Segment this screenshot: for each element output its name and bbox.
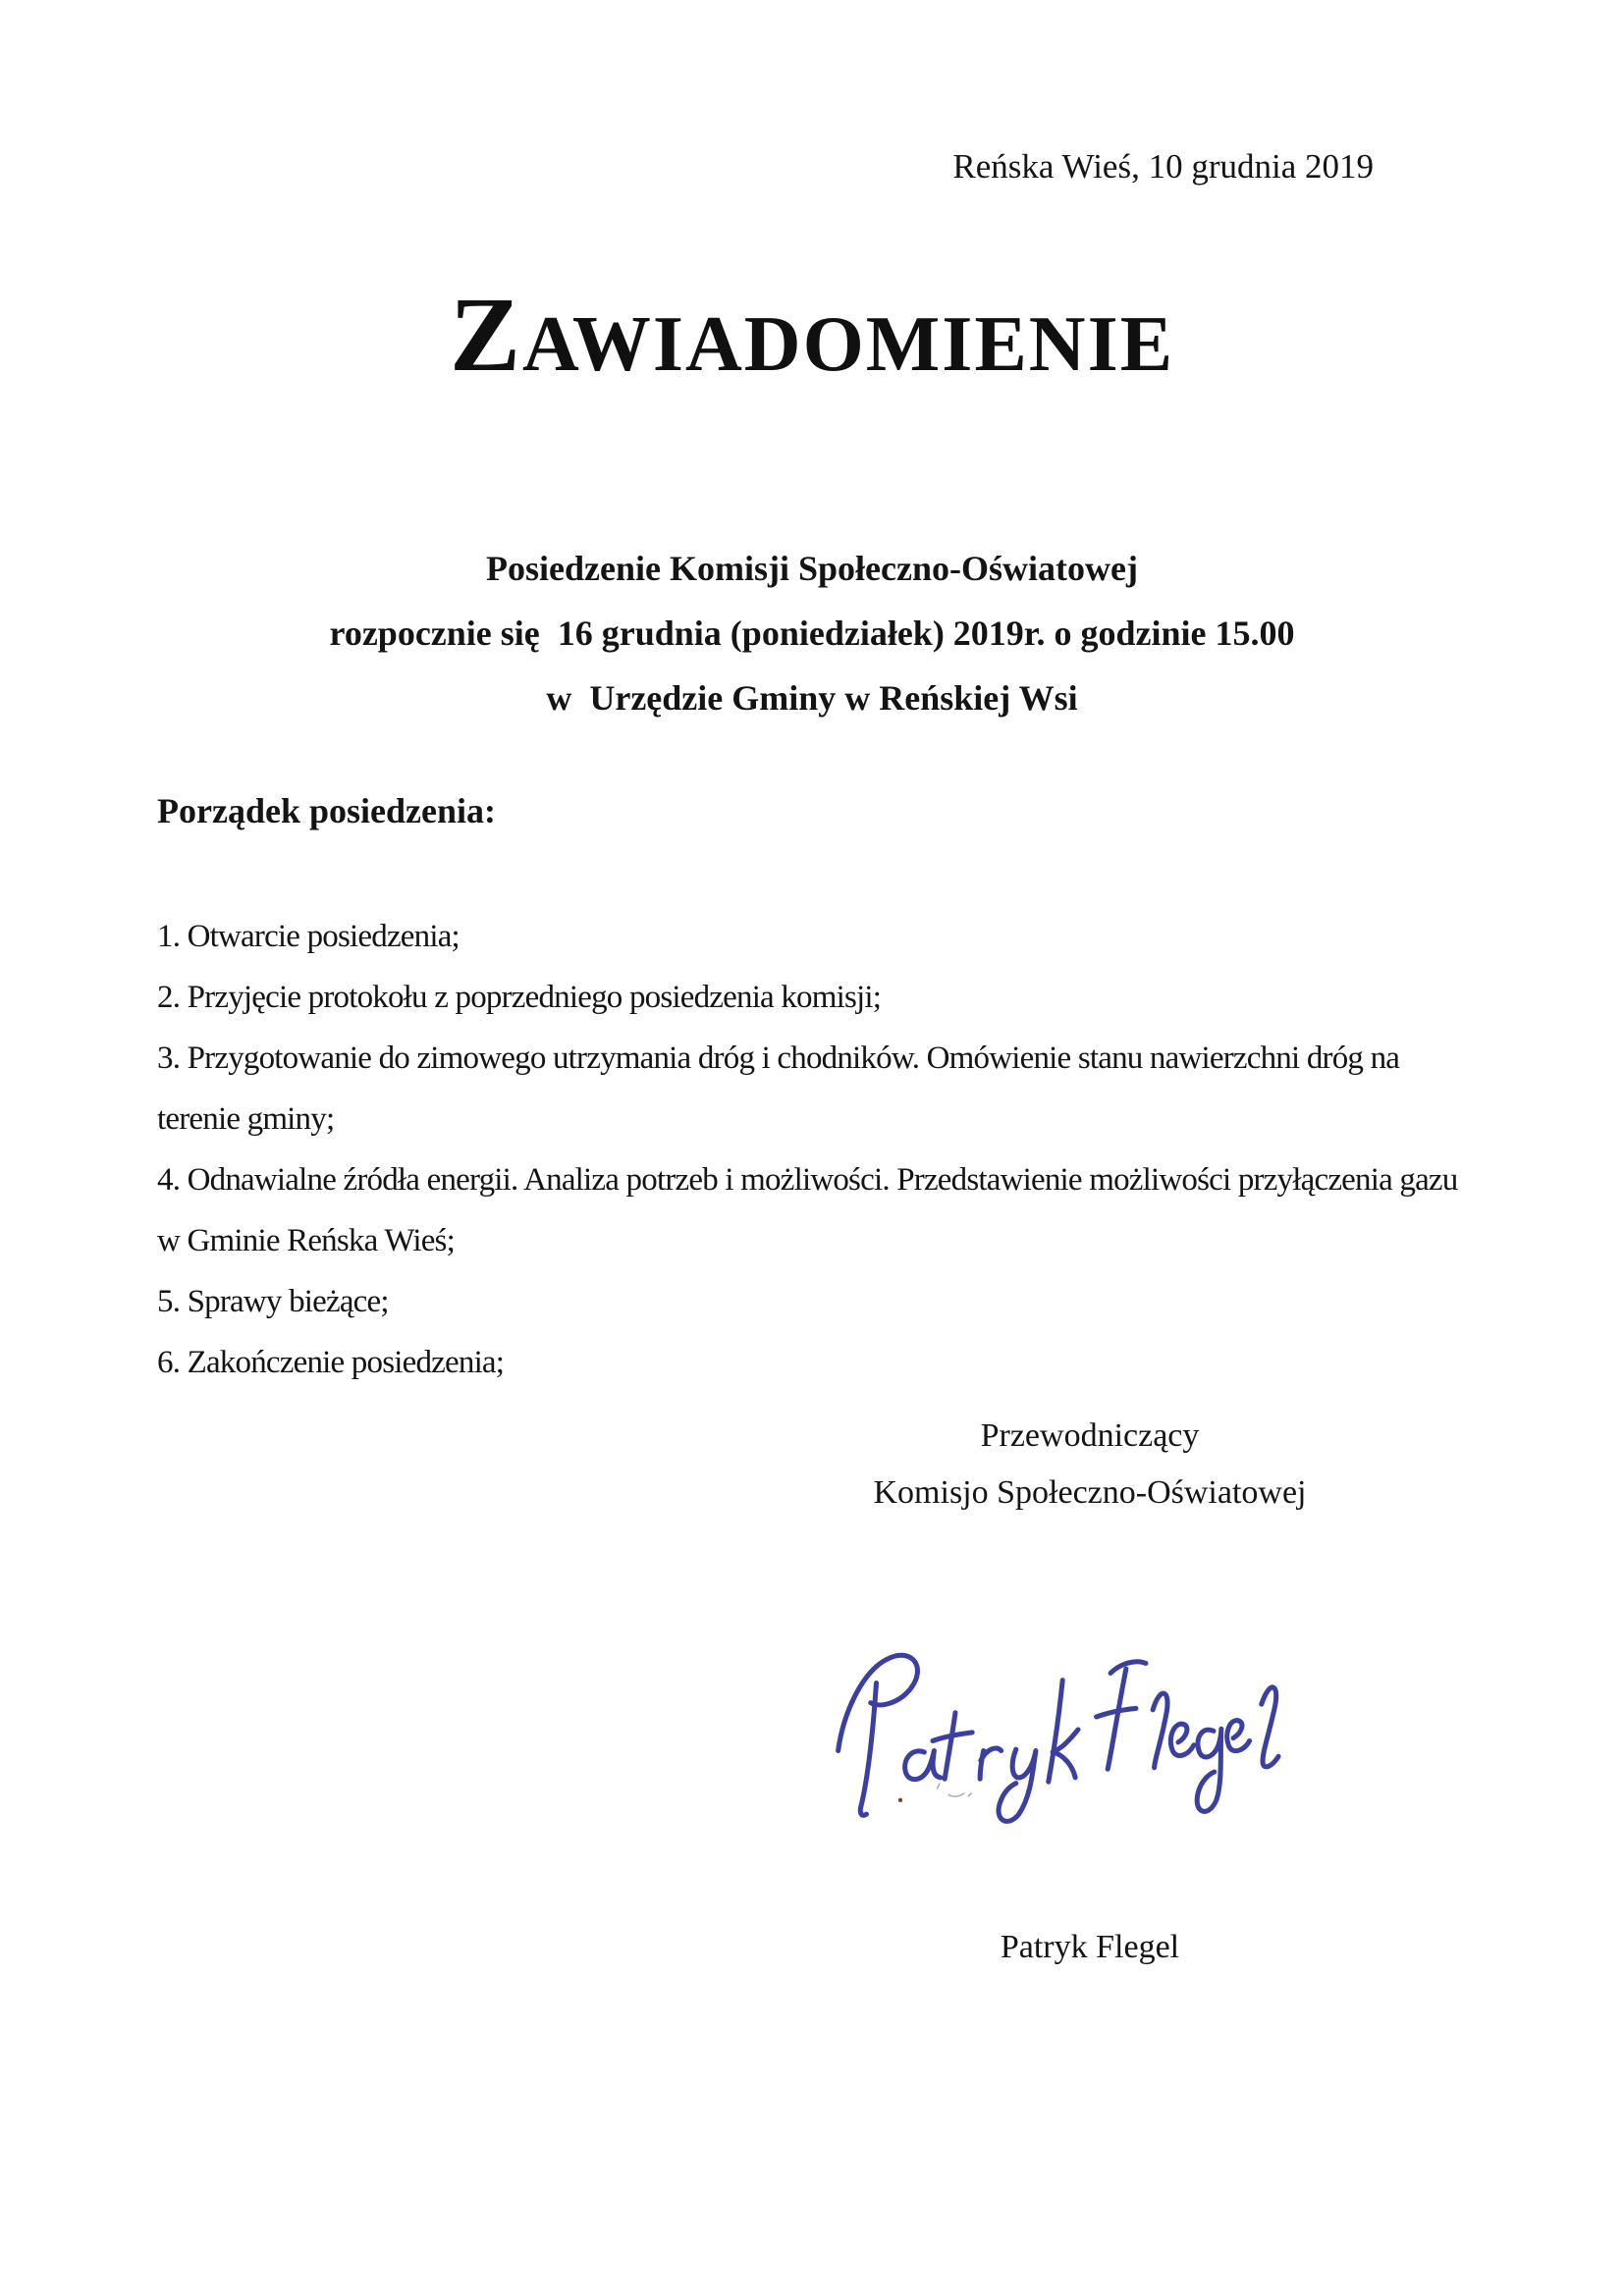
meeting-line-1: Posiedzenie Komisji Społeczno-Oświatowej xyxy=(486,549,1138,588)
handwritten-signature-icon xyxy=(830,1639,1281,1830)
agenda-item: 4. Odnawialne źródła energii. Analiza potrzeb i możliwości. Przedstawienie możliwości przyłączenia gazu w Gminie Reńska Wieś; xyxy=(157,1162,1458,1258)
signoff-role-line-2: Komisjo Społeczno-Oświatowej xyxy=(873,1474,1307,1511)
place-date-line: Reńska Wieś, 10 grudnia 2019 xyxy=(952,147,1374,186)
signature-area xyxy=(712,1639,1399,1832)
signoff-block xyxy=(746,1408,1434,1969)
agenda-item: 5. Sprawy bieżące; xyxy=(157,1284,389,1319)
agenda-item: 3. Przygotowanie do zimowego utrzymania dróg i chodników. Omówienie stanu nawierzchni dróg na terenie gminy; xyxy=(157,1041,1400,1137)
agenda-item: 6. Zakończenie posiedzenia; xyxy=(157,1345,505,1380)
document-title-initial: Z xyxy=(449,277,522,394)
printed-name: Patryk Flegel xyxy=(1000,1929,1180,1965)
document-title-rest: AWIADOMIENIE xyxy=(521,301,1175,388)
signoff-role-line-1: Przewodniczący xyxy=(980,1417,1200,1454)
agenda-heading: Porządek posiedzenia: xyxy=(157,791,496,830)
document-title xyxy=(157,277,1467,394)
ink-speck xyxy=(898,1798,902,1802)
meeting-line-2: rozpocznie się 16 grudnia (poniedziałek) 2019r. o godzinie 15.00 xyxy=(329,614,1295,653)
agenda-list xyxy=(157,906,1467,1393)
agenda-item: 2. Przyjęcie protokołu z poprzedniego posiedzenia komisji; xyxy=(157,980,882,1015)
agenda-item: 1. Otwarcie posiedzenia; xyxy=(157,919,460,954)
meeting-notice xyxy=(157,536,1467,730)
pencil-squiggle xyxy=(937,1784,971,1797)
meeting-line-3: w Urzędzie Gminy w Reńskiej Wsi xyxy=(546,678,1078,718)
signature-ink xyxy=(839,1655,1278,1821)
